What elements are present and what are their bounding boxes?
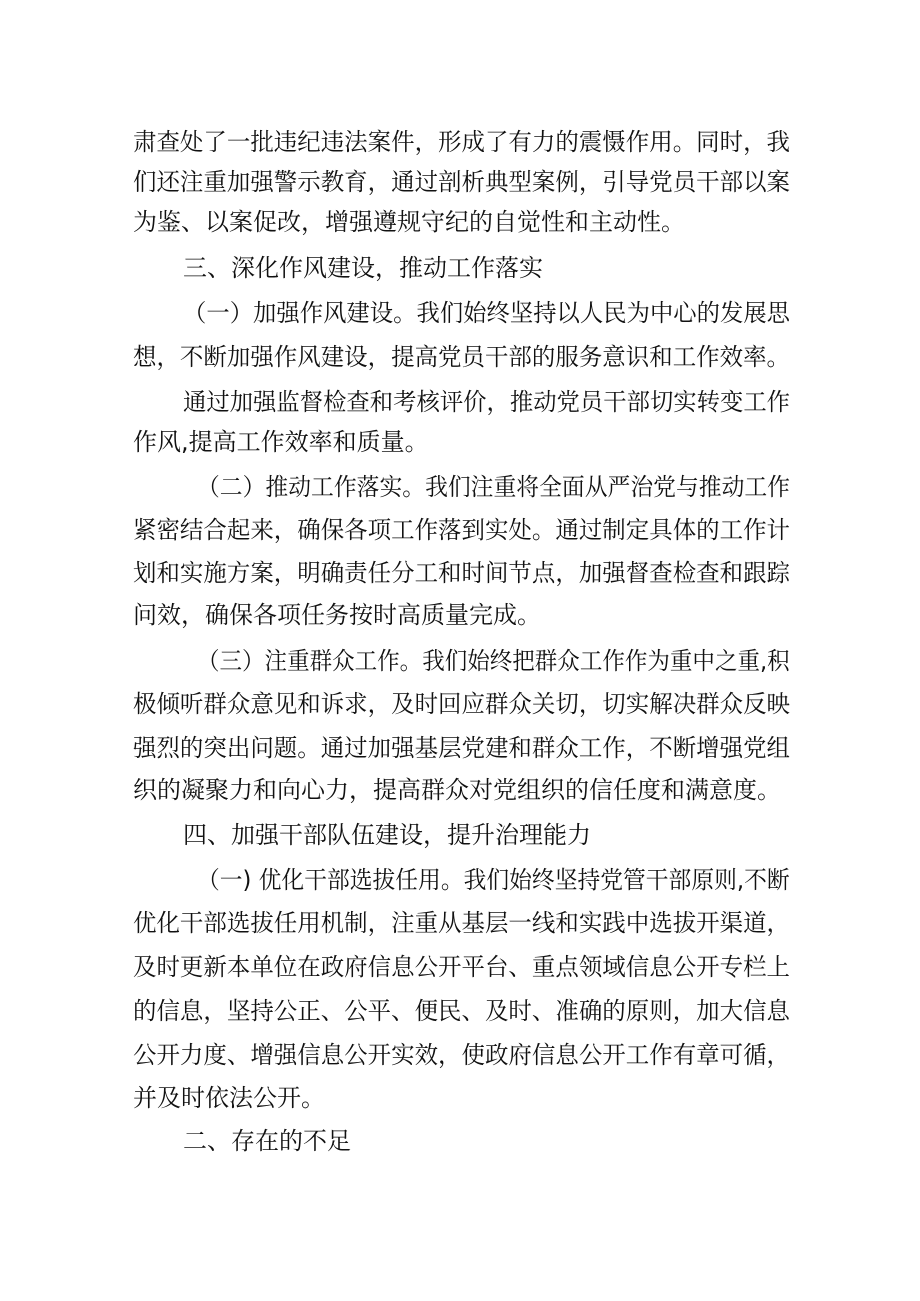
text-line: 通过加强监督检查和考核评价，推动党员干部切实转变工作 — [183, 388, 791, 416]
text-line: （二）推动工作落实。我们注重将全面从严治党与推动工作 — [197, 473, 790, 501]
text-line: 强烈的突出问题。通过加强基层党建和群众工作，不断增强党组 — [133, 734, 791, 762]
text-line: （一) 优化干部选拔任用。我们始终坚持党管干部原则,不断 — [197, 866, 790, 894]
text-line: 想，不断加强作风建设，提高党员干部的服务意识和工作效率。 — [133, 343, 791, 371]
text-line: 优化干部选拔任用机制，注重从基层一线和实践中选拔开渠道， — [133, 909, 791, 937]
text-line: （一）加强作风建设。我们始终坚持以人民为中心的发展思 — [183, 299, 791, 327]
text-line: 划和实施方案，明确责任分工和时间节点，加强督查检查和跟踪 — [133, 559, 791, 587]
section-heading: 三、深化作风建设，推动工作落实 — [183, 254, 543, 282]
text-line: 及时更新本单位在政府信息公开平台、重点领域信息公开专栏上 — [133, 953, 791, 981]
section-heading: 二、存在的不足 — [183, 1127, 351, 1155]
text-line: 公开力度、增强信息公开实效，使政府信息公开工作有章可循， — [133, 1041, 791, 1069]
text-line: 并及时依法公开。 — [133, 1084, 325, 1112]
text-line: 们还注重加强警示教育，通过剖析典型案例，引导党员干部以案 — [133, 168, 791, 196]
text-line: 作风,提高工作效率和质量。 — [133, 428, 429, 456]
text-line: 紧密结合起来，确保各项工作落到实处。通过制定具体的工作计 — [133, 516, 791, 544]
text-line: 织的凝聚力和向心力，提高群众对党组织的信任度和满意度。 — [133, 776, 781, 804]
section-heading: 四、加强干部队伍建设，提升治理能力 — [183, 821, 591, 849]
text-line: （三）注重群众工作。我们始终把群众工作作为重中之重,积 — [197, 647, 790, 675]
text-line: 为鉴、以案促改，增强遵规守纪的自觉性和主动性。 — [133, 208, 685, 236]
text-line: 的信息，坚持公正、公平、便民、及时、准确的原则，加大信息 — [133, 997, 791, 1025]
text-line: 问效，确保各项任务按时高质量完成。 — [133, 601, 541, 629]
text-line: 肃查处了一批违纪违法案件，形成了有力的震慑作用。同时，我 — [133, 128, 791, 156]
text-line: 极倾听群众意见和诉求，及时回应群众关切，切实解决群众反映 — [133, 690, 791, 718]
